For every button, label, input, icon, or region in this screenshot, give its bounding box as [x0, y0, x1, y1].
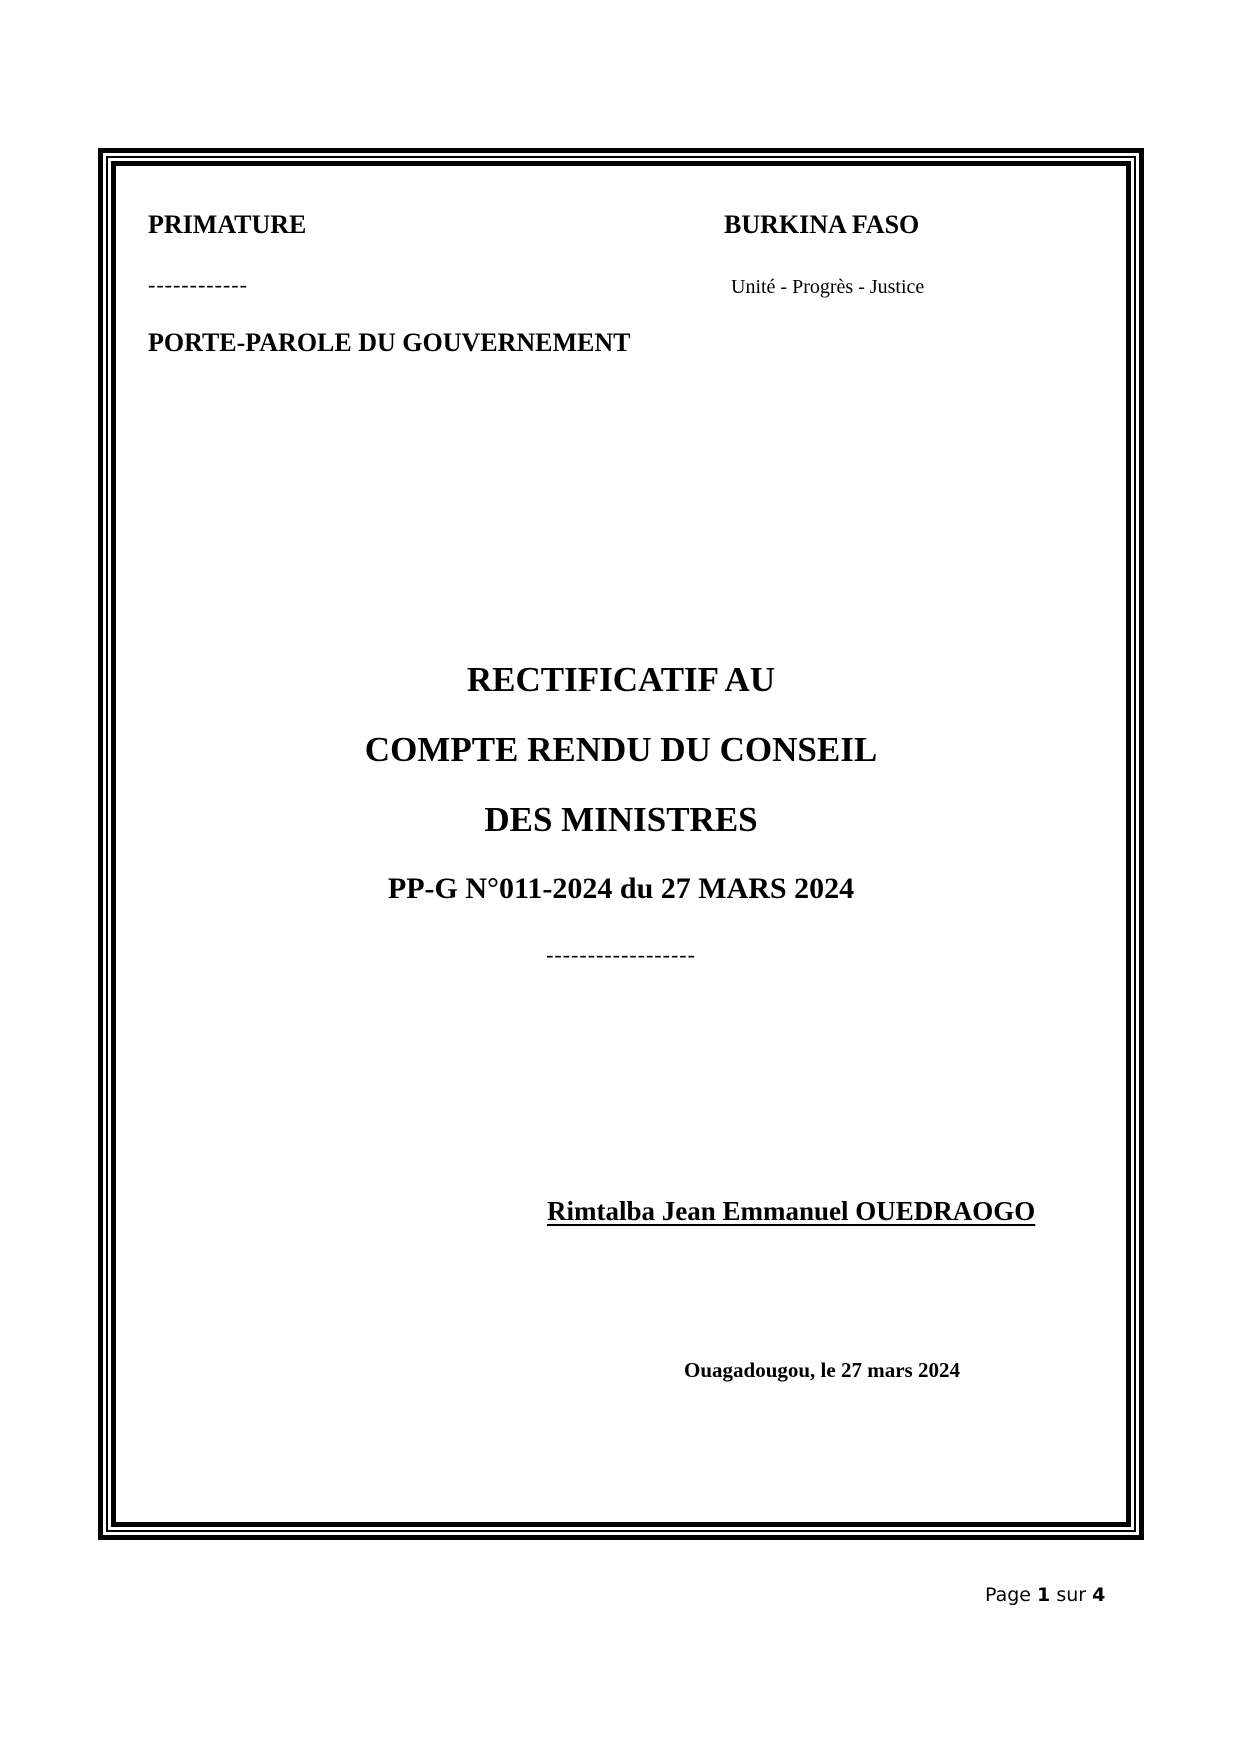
document-title-line-1: RECTIFICATIF AU [466, 660, 776, 699]
office-name: PORTE-PAROLE DU GOUVERNEMENT [148, 328, 631, 357]
page-of-label: sur [1056, 1584, 1087, 1606]
header-separator: ------------ [148, 272, 248, 297]
page-number [985, 1584, 1105, 1606]
cover-border-inner [111, 161, 1131, 1527]
place-and-date: Ouagadougou, le 27 mars 2024 [684, 1358, 960, 1382]
document-reference: PP-G N°011-2024 du 27 MARS 2024 [387, 872, 855, 905]
institution-name: PRIMATURE [148, 210, 307, 239]
page-total: 4 [1092, 1584, 1106, 1606]
document-title-line-2: COMPTE RENDU DU CONSEIL [364, 730, 878, 769]
page-label: Page [985, 1584, 1031, 1606]
national-motto: Unité - Progrès - Justice [731, 276, 925, 298]
document-title-line-3: DES MINISTRES [484, 800, 758, 839]
country-name: BURKINA FASO [724, 210, 920, 239]
title-separator: ------------------ [546, 942, 696, 967]
page-current: 1 [1037, 1584, 1051, 1606]
signatory-name: Rimtalba Jean Emmanuel OUEDRAOGO [547, 1196, 1036, 1226]
